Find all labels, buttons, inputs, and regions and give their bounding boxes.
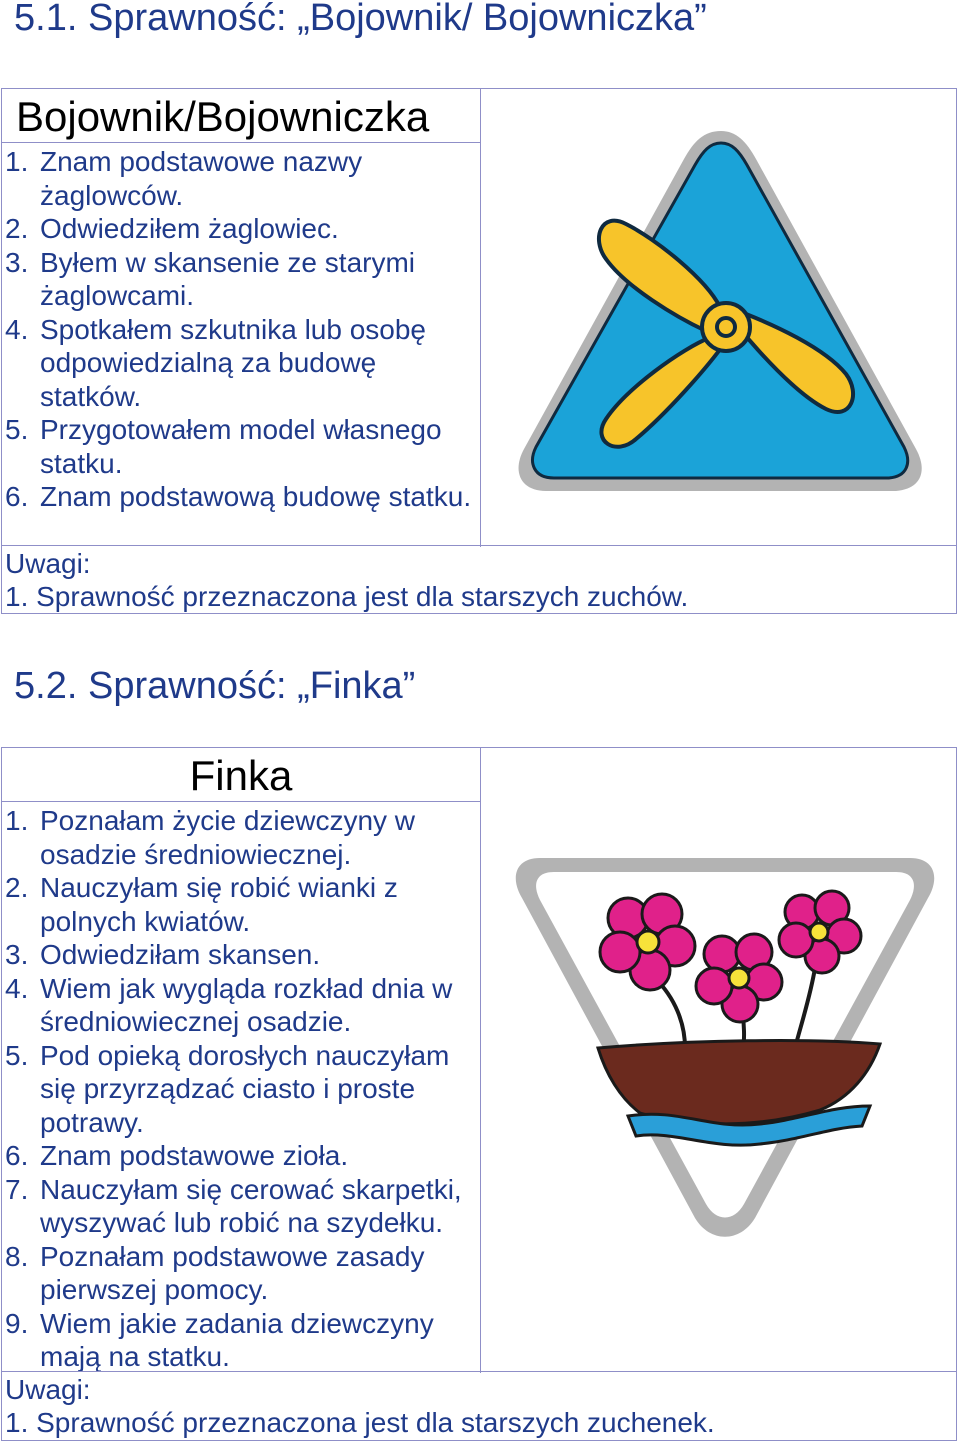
section-heading [14,0,707,40]
notes-label: Uwagi: [5,548,91,579]
list-item: 4. Wiem jak wygląda rozkład dnia w średniowiecznej osadzie. [5,972,453,1037]
list-item: 6. Znam podstawową budowę statku. [5,481,472,512]
badge-card-finka [1,747,957,1441]
list-item: 6. Znam podstawowe zioła. [5,1140,349,1171]
propeller-hub [702,303,750,351]
list-item: 3. Byłem w skansenie ze starymi żaglowcami. [5,246,416,311]
section-title: Sprawność: „Bojownik/ Bojowniczka” [88,0,707,39]
list-item: 1. Poznałam życie dziewczyny w osadzie średniowiecznej. [5,805,416,870]
propeller-badge-icon [506,119,936,509]
list-item: 2. Odwiedziłem żaglowiec. [5,213,339,244]
flower-boat-badge-icon [510,848,940,1248]
requirements-column [2,748,481,1373]
badge-card-bojownik [1,88,957,614]
list-item: 3. Odwiedziłam skansen. [5,939,321,970]
notes-item: 1. Sprawność przeznaczona jest dla starszych zuchów. [5,581,689,612]
list-item: 8. Poznałam podstawowe zasady pierwszej pomocy. [5,1240,425,1305]
list-item: 2. Nauczyłam się robić wianki z polnych kwiatów. [5,872,398,937]
requirements-list [2,802,480,1374]
badge-title: Finka [2,748,480,802]
notes-divider [2,1371,956,1372]
notes-item: 1. Sprawność przeznaczona jest dla starszych zuchenek. [5,1407,715,1438]
section-title: Sprawność: „Finka” [88,665,416,707]
section-number: 5.2. [14,665,78,707]
list-item: 5. Przygotowałem model własnego statku. [5,414,442,479]
list-item: 9. Wiem jakie zadania dziewczyny mają na statku. [5,1307,434,1372]
list-item: 4. Spotkałem szkutnika lub osobę odpowiedzialną za budowę statków. [5,313,426,412]
requirements-column [2,89,481,547]
notes-label: Uwagi: [5,1374,91,1405]
list-item: 5. Pod opieką dorosłych nauczyłam się przyrządzać ciasto i proste potrawy. [5,1039,450,1138]
notes-divider [2,545,956,546]
requirements-list [2,143,480,514]
section-heading [14,664,415,708]
section-number: 5.1. [14,0,78,39]
list-item: 1. Znam podstawowe nazwy żaglowców. [5,146,363,211]
badge-title: Bojownik/Bojowniczka [2,89,480,143]
list-item: 7. Nauczyłam się cerować skarpetki, wyszywać lub robić na szydełku. [5,1173,462,1238]
